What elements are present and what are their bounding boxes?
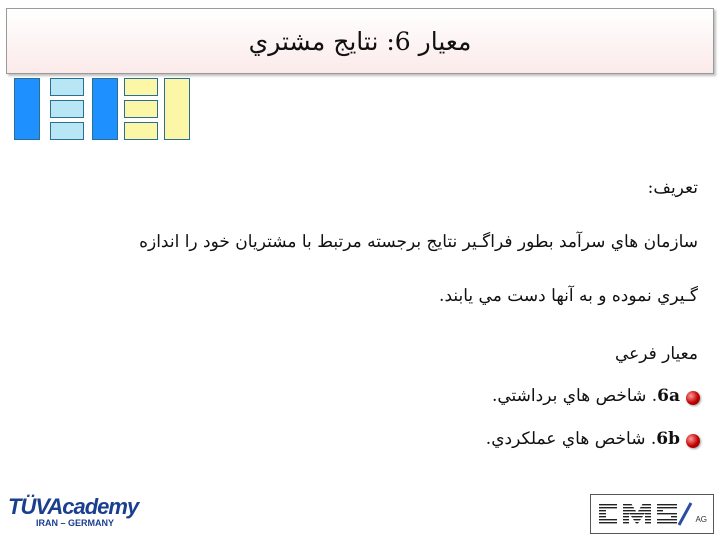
slide-title: معيار 6: نتايج مشتري — [248, 26, 472, 56]
definition-label: تعريف: — [647, 178, 698, 198]
diagram-block-policy — [50, 100, 84, 118]
diagram-block-resources — [50, 122, 84, 140]
definition-line-1: سازمان هاي سرآمد بطور فراگـير نتايج برجسته مرتبط با مشتريان خود را اندازه — [139, 232, 698, 252]
bullet-icon — [686, 434, 700, 448]
sub-criterion-6b — [486, 429, 680, 449]
diagram-block-people-results — [124, 78, 158, 96]
definition-line-2: گـيري نموده و به آنها دست مي يابند. — [439, 286, 698, 306]
sub-criteria-label: معيار فرعي — [614, 344, 698, 364]
diagram-block-society-results — [124, 122, 158, 140]
diagram-block-key-results — [164, 78, 190, 140]
diagram-block-leadership — [14, 78, 40, 140]
efqm-model-diagram — [14, 78, 189, 140]
tuv-academy-logo — [8, 494, 168, 534]
tuv-academy-subtitle: IRAN – GERMANY — [36, 518, 115, 528]
sub-criterion-text: . شاخص هاي برداشتي. — [491, 386, 658, 406]
bullet-icon — [686, 391, 700, 405]
sub-criterion-text: . شاخص هاي عملكردي. — [485, 429, 657, 449]
diagram-block-customer-results — [124, 100, 158, 118]
cms-logo-graphic — [591, 495, 713, 533]
sub-criterion-code: 6a — [657, 386, 680, 406]
cms-logo-suffix: AG — [695, 515, 707, 524]
sub-criterion-code: 6b — [656, 429, 680, 449]
diagram-block-people — [50, 78, 84, 96]
slide-title-box — [6, 8, 714, 74]
tuv-academy-brand: TÜVAcademy — [8, 494, 139, 519]
diagram-block-processes — [92, 78, 118, 140]
cms-logo — [590, 494, 714, 534]
sub-criterion-6a — [492, 386, 680, 406]
